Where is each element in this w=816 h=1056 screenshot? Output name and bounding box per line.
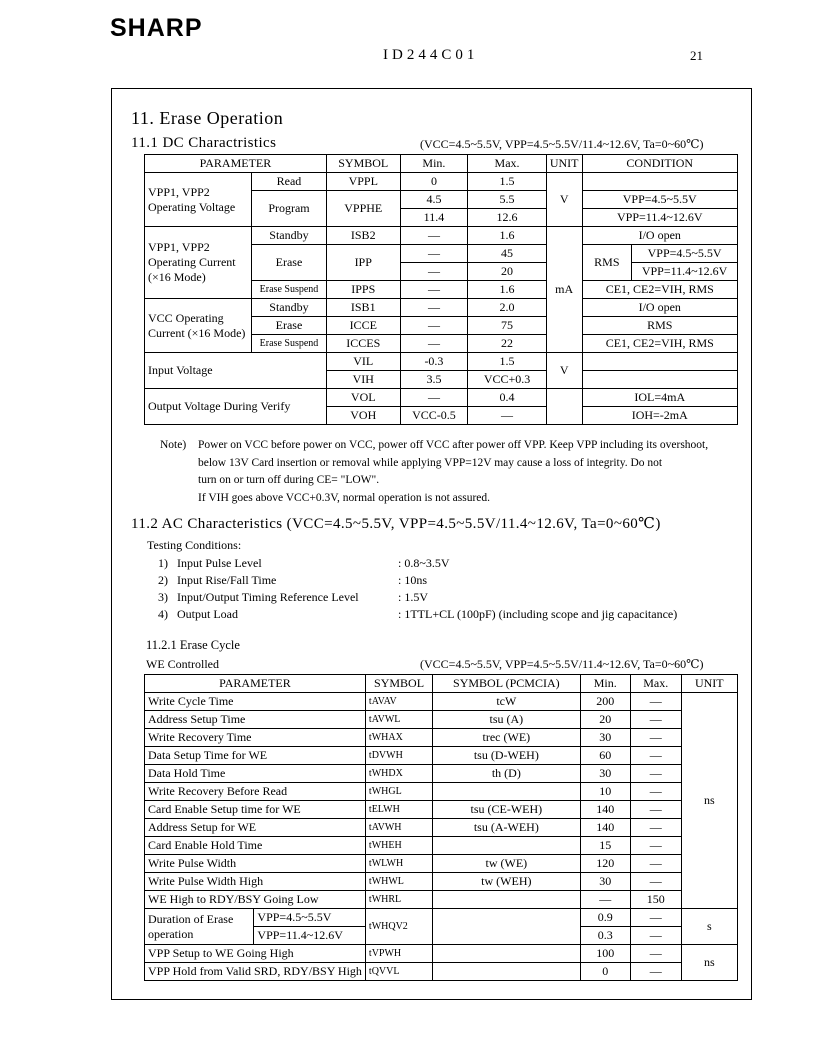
testing-item-label: Input Rise/Fall Time bbox=[177, 573, 277, 587]
ac-pcmcia: tw (WEH) bbox=[433, 873, 580, 891]
dc-sub-erase: Erase bbox=[252, 245, 327, 281]
ac-max: — bbox=[630, 963, 681, 981]
dc-condition: CE1, CE2=VIH, RMS bbox=[582, 335, 738, 353]
note-line: turn on or turn off during CE= "LOW". bbox=[198, 474, 380, 486]
ac-symbol: tWHWL bbox=[365, 873, 432, 891]
ac-min: 0 bbox=[580, 963, 630, 981]
dc-condition: I/O open bbox=[582, 227, 738, 245]
ac-header-min: Min. bbox=[580, 675, 630, 693]
dc-max: 22 bbox=[468, 335, 547, 353]
ac-min: 100 bbox=[580, 945, 630, 963]
dc-max: 12.6 bbox=[468, 209, 547, 227]
note-line: below 13V Card insertion or removal while applying VPP=12V may cause a loss of integrity. Do not bbox=[198, 456, 663, 469]
ac-max: — bbox=[630, 873, 681, 891]
dc-header-condition: CONDITION bbox=[582, 155, 738, 173]
table-row bbox=[145, 873, 738, 891]
ac-unit-s: s bbox=[681, 909, 737, 945]
dc-header-unit: UNIT bbox=[546, 155, 582, 173]
testing-item-number: 3) bbox=[158, 590, 168, 604]
dc-unit-v: V bbox=[546, 173, 582, 227]
table-row bbox=[145, 693, 738, 711]
ac-min: 140 bbox=[580, 819, 630, 837]
testing-item-value: : 1.5V bbox=[398, 590, 428, 604]
dc-min: — bbox=[400, 335, 468, 353]
dc-condition: VPP=11.4~12.6V bbox=[582, 209, 738, 227]
ac-param: Write Pulse Width bbox=[145, 855, 366, 873]
dc-title: 11.1 DC Charactristics bbox=[131, 135, 277, 151]
ac-max: — bbox=[630, 909, 681, 927]
dc-condition: VPP=4.5~5.5V bbox=[582, 191, 738, 209]
ac-pcmcia: tw (WE) bbox=[433, 855, 580, 873]
note-line: Power on VCC before power on VCC, power off VCC after power off VPP. Keep VPP including its overshoot, bbox=[198, 439, 709, 451]
ac-min: 60 bbox=[580, 747, 630, 765]
ac-min: — bbox=[580, 891, 630, 909]
dc-conditions: (VCC=4.5~5.5V, VPP=4.5~5.5V/11.4~12.6V, Ta=0~60℃) bbox=[420, 137, 704, 151]
dc-unit-v: V bbox=[546, 353, 582, 389]
ac-pcmcia bbox=[433, 783, 580, 801]
ac-pcmcia: tcW bbox=[433, 693, 580, 711]
ac-param: Data Setup Time for WE bbox=[145, 747, 366, 765]
dc-condition: I/O open bbox=[582, 299, 738, 317]
dc-min: 4.5 bbox=[400, 191, 468, 209]
ac-duration-cond: VPP=11.4~12.6V bbox=[254, 927, 366, 945]
dc-min: — bbox=[400, 227, 468, 245]
dc-symbol: ICCES bbox=[326, 335, 400, 353]
table-row bbox=[145, 891, 738, 909]
ac-max: — bbox=[630, 747, 681, 765]
ac-param-duration: Duration of Erase operation bbox=[145, 909, 254, 945]
ac-symbol: tVPWH bbox=[365, 945, 432, 963]
testing-item-number: 2) bbox=[158, 573, 168, 587]
dc-min: VCC-0.5 bbox=[400, 407, 468, 425]
erase-cycle-table bbox=[144, 674, 738, 981]
dc-group-input-voltage: Input Voltage bbox=[145, 353, 327, 389]
table-row bbox=[145, 729, 738, 747]
ac-pcmcia: trec (WE) bbox=[433, 729, 580, 747]
dc-symbol: VPPHE bbox=[326, 191, 400, 227]
dc-symbol: IPP bbox=[326, 245, 400, 281]
dc-sub-erase-suspend: Erase Suspend bbox=[252, 281, 327, 299]
page-number: 21 bbox=[690, 48, 703, 63]
table-row bbox=[145, 855, 738, 873]
ac-param: VPP Setup to WE Going High bbox=[145, 945, 366, 963]
dc-sub-read: Read bbox=[252, 173, 327, 191]
ac-symbol: tWHAX bbox=[365, 729, 432, 747]
ac-title: 11.2 AC Characteristics (VCC=4.5~5.5V, VPP=4.5~5.5V/11.4~12.6V, Ta=0~60℃) bbox=[131, 516, 661, 532]
dc-sub-erase: Erase bbox=[252, 317, 327, 335]
dc-symbol: VOL bbox=[326, 389, 400, 407]
ac-min: 30 bbox=[580, 873, 630, 891]
ac-param: VPP Hold from Valid SRD, RDY/BSY High bbox=[145, 963, 366, 981]
ac-min: 30 bbox=[580, 729, 630, 747]
ac-max: — bbox=[630, 729, 681, 747]
ac-max: — bbox=[630, 927, 681, 945]
cycle-conditions: (VCC=4.5~5.5V, VPP=4.5~5.5V/11.4~12.6V, Ta=0~60℃) bbox=[420, 657, 704, 671]
ac-pcmcia bbox=[433, 909, 580, 945]
ac-symbol: tAVAV bbox=[365, 693, 432, 711]
dc-min: — bbox=[400, 317, 468, 335]
dc-group-vpp-current: VPP1, VPP2 Operating Current (×16 Mode) bbox=[145, 227, 252, 299]
ac-header-unit: UNIT bbox=[681, 675, 737, 693]
table-row bbox=[145, 783, 738, 801]
dc-min: — bbox=[400, 245, 468, 263]
ac-symbol: tWHGL bbox=[365, 783, 432, 801]
ac-pcmcia: th (D) bbox=[433, 765, 580, 783]
ac-param: Data Hold Time bbox=[145, 765, 366, 783]
ac-max: 150 bbox=[630, 891, 681, 909]
dc-max: 5.5 bbox=[468, 191, 547, 209]
ac-min: 15 bbox=[580, 837, 630, 855]
ac-pcmcia bbox=[433, 963, 580, 981]
dc-unit-ma: mA bbox=[546, 227, 582, 353]
testing-item-label: Input/Output Timing Reference Level bbox=[177, 590, 359, 604]
dc-max: 20 bbox=[468, 263, 547, 281]
dc-condition bbox=[582, 371, 738, 389]
ac-symbol: tWLWH bbox=[365, 855, 432, 873]
sharp-logo: SHARP bbox=[110, 14, 203, 42]
dc-max: 1.5 bbox=[468, 353, 547, 371]
dc-max: 0.4 bbox=[468, 389, 547, 407]
ac-header-max: Max. bbox=[630, 675, 681, 693]
dc-condition: RMS bbox=[582, 317, 738, 335]
testing-conditions-label: Testing Conditions: bbox=[147, 538, 242, 552]
ac-param: Write Cycle Time bbox=[145, 693, 366, 711]
ac-symbol: tWHRL bbox=[365, 891, 432, 909]
ac-param: Card Enable Hold Time bbox=[145, 837, 366, 855]
ac-max: — bbox=[630, 819, 681, 837]
ac-symbol: tELWH bbox=[365, 801, 432, 819]
dc-symbol: IPPS bbox=[326, 281, 400, 299]
section-title: 11. Erase Operation bbox=[131, 108, 284, 128]
ac-param: WE High to RDY/BSY Going Low bbox=[145, 891, 366, 909]
dc-symbol: ISB1 bbox=[326, 299, 400, 317]
dc-sub-program: Program bbox=[252, 191, 327, 227]
table-row bbox=[145, 765, 738, 783]
dc-condition: VPP=11.4~12.6V bbox=[632, 263, 738, 281]
dc-header-symbol: SYMBOL bbox=[326, 155, 400, 173]
dc-symbol: VIL bbox=[326, 353, 400, 371]
note-label: Note) bbox=[160, 439, 187, 451]
ac-header-pcmcia: SYMBOL (PCMCIA) bbox=[433, 675, 580, 693]
ac-max: — bbox=[630, 711, 681, 729]
dc-condition: IOH=-2mA bbox=[582, 407, 738, 425]
dc-min: — bbox=[400, 299, 468, 317]
dc-condition: IOL=4mA bbox=[582, 389, 738, 407]
testing-item-number: 1) bbox=[158, 556, 168, 570]
ac-header-symbol: SYMBOL bbox=[365, 675, 432, 693]
dc-max: 2.0 bbox=[468, 299, 547, 317]
table-row bbox=[145, 909, 738, 927]
ac-min: 140 bbox=[580, 801, 630, 819]
ac-min: 20 bbox=[580, 711, 630, 729]
dc-header-parameter: PARAMETER bbox=[145, 155, 327, 173]
dc-sub-standby: Standby bbox=[252, 299, 327, 317]
ac-pcmcia bbox=[433, 945, 580, 963]
ac-min: 120 bbox=[580, 855, 630, 873]
dc-symbol: VPPL bbox=[326, 173, 400, 191]
dc-max: 1.6 bbox=[468, 281, 547, 299]
ac-param: Write Recovery Time bbox=[145, 729, 366, 747]
testing-item-label: Output Load bbox=[177, 607, 238, 621]
dc-condition: VPP=4.5~5.5V bbox=[632, 245, 738, 263]
ac-pcmcia: tsu (A) bbox=[433, 711, 580, 729]
ac-pcmcia bbox=[433, 837, 580, 855]
ac-max: — bbox=[630, 855, 681, 873]
testing-item-label: Input Pulse Level bbox=[177, 556, 262, 570]
testing-item-value: : 0.8~3.5V bbox=[398, 556, 450, 570]
dc-sub-standby: Standby bbox=[252, 227, 327, 245]
ac-unit-ns: ns bbox=[681, 693, 737, 909]
dc-condition: CE1, CE2=VIH, RMS bbox=[582, 281, 738, 299]
dc-header-min: Min. bbox=[400, 155, 468, 173]
ac-min: 0.9 bbox=[580, 909, 630, 927]
ac-max: — bbox=[630, 783, 681, 801]
ac-min: 0.3 bbox=[580, 927, 630, 945]
dc-min: 11.4 bbox=[400, 209, 468, 227]
note-body bbox=[198, 437, 743, 507]
dc-table bbox=[144, 154, 738, 425]
testing-item-value: : 1TTL+CL (100pF) (including scope and jig capacitance) bbox=[398, 607, 678, 621]
testing-item-value: : 10ns bbox=[398, 573, 428, 587]
ac-unit-ns: ns bbox=[681, 945, 737, 981]
dc-group-output-voltage: Output Voltage During Verify bbox=[145, 389, 327, 425]
ac-min: 30 bbox=[580, 765, 630, 783]
table-row bbox=[145, 747, 738, 765]
ac-symbol: tWHEH bbox=[365, 837, 432, 855]
dc-condition bbox=[582, 173, 738, 191]
ac-max: — bbox=[630, 837, 681, 855]
dc-rms-label: RMS bbox=[582, 245, 632, 281]
ac-symbol: tWHDX bbox=[365, 765, 432, 783]
ac-max: — bbox=[630, 945, 681, 963]
ac-symbol: tWHQV2 bbox=[365, 909, 432, 945]
ac-max: — bbox=[630, 693, 681, 711]
ac-symbol: tDVWH bbox=[365, 747, 432, 765]
ac-pcmcia: tsu (CE-WEH) bbox=[433, 801, 580, 819]
ac-min: 10 bbox=[580, 783, 630, 801]
dc-max: 75 bbox=[468, 317, 547, 335]
ac-param: Card Enable Setup time for WE bbox=[145, 801, 366, 819]
note-line: If VIH goes above VCC+0.3V, normal operation is not assured. bbox=[198, 491, 491, 504]
ac-max: — bbox=[630, 765, 681, 783]
dc-header-max: Max. bbox=[468, 155, 547, 173]
dc-min: 3.5 bbox=[400, 371, 468, 389]
dc-max: 1.5 bbox=[468, 173, 547, 191]
dc-sub-erase-suspend: Erase Suspend bbox=[252, 335, 327, 353]
dc-max: VCC+0.3 bbox=[468, 371, 547, 389]
ac-pcmcia bbox=[433, 891, 580, 909]
erase-cycle-title: 11.2.1 Erase Cycle bbox=[146, 638, 240, 652]
ac-symbol: tQVVL bbox=[365, 963, 432, 981]
dc-max: — bbox=[468, 407, 547, 425]
dc-group-vpp-voltage: VPP1, VPP2 Operating Voltage bbox=[145, 173, 252, 227]
ac-min: 200 bbox=[580, 693, 630, 711]
dc-min: -0.3 bbox=[400, 353, 468, 371]
dc-condition bbox=[582, 353, 738, 371]
document-id: ID244C01 bbox=[383, 47, 479, 63]
ac-param: Write Pulse Width High bbox=[145, 873, 366, 891]
ac-duration-cond: VPP=4.5~5.5V bbox=[254, 909, 366, 927]
dc-symbol: ISB2 bbox=[326, 227, 400, 245]
table-row bbox=[145, 945, 738, 963]
we-controlled-label: WE Controlled bbox=[146, 657, 219, 671]
table-row bbox=[145, 837, 738, 855]
dc-min: — bbox=[400, 281, 468, 299]
dc-group-vcc-current: VCC Operating Current (×16 Mode) bbox=[145, 299, 252, 353]
ac-pcmcia: tsu (A-WEH) bbox=[433, 819, 580, 837]
dc-max: 1.6 bbox=[468, 227, 547, 245]
table-row bbox=[145, 711, 738, 729]
ac-param: Address Setup for WE bbox=[145, 819, 366, 837]
dc-min: 0 bbox=[400, 173, 468, 191]
ac-symbol: tAVWH bbox=[365, 819, 432, 837]
ac-param: Write Recovery Before Read bbox=[145, 783, 366, 801]
table-row bbox=[145, 801, 738, 819]
ac-param: Address Setup Time bbox=[145, 711, 366, 729]
testing-item-number: 4) bbox=[158, 607, 168, 621]
ac-max: — bbox=[630, 801, 681, 819]
dc-symbol: VIH bbox=[326, 371, 400, 389]
table-row bbox=[145, 819, 738, 837]
ac-symbol: tAVWL bbox=[365, 711, 432, 729]
dc-symbol: VOH bbox=[326, 407, 400, 425]
dc-min: — bbox=[400, 263, 468, 281]
ac-pcmcia: tsu (D-WEH) bbox=[433, 747, 580, 765]
dc-unit-blank bbox=[546, 389, 582, 425]
dc-min: — bbox=[400, 389, 468, 407]
ac-header-parameter: PARAMETER bbox=[145, 675, 366, 693]
table-row bbox=[145, 963, 738, 981]
dc-symbol: ICCE bbox=[326, 317, 400, 335]
dc-max: 45 bbox=[468, 245, 547, 263]
